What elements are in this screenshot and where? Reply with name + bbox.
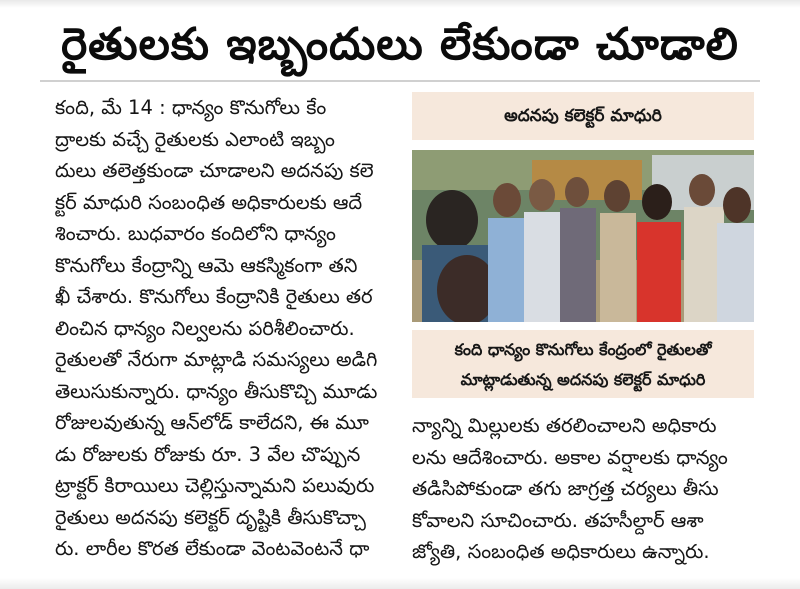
body-line: తెలుసుకున్నారు. ధాన్యం తీసుకొచ్చి మూడు bbox=[55, 379, 378, 403]
body-line: కొనుగోలు కేంద్రాన్ని ఆమె ఆకస్మికంగా తని bbox=[55, 253, 358, 277]
body-line: దులు తలెత్తకుండా చూడాలని అదనపు కలె bbox=[55, 159, 374, 182]
body-line: రు. లారీల కొరత లేకుండా వెంటవెంటనే ధా bbox=[55, 537, 370, 560]
body-line: క్టర్ మాధురి సంబంధిత అధికారులకు ఆదే bbox=[55, 190, 363, 214]
article-body-left-column bbox=[55, 92, 390, 565]
caption-line: కంది ధాన్యం కొనుగోలు కేంద్రంలో రైతులతో bbox=[454, 340, 712, 359]
clipping-top-edge bbox=[0, 0, 800, 8]
body-line: డు రోజులకు రోజుకు రూ. 3 వేల చొప్పున bbox=[55, 442, 361, 466]
body-line: న్యాన్ని మిల్లులకు తరలించాలని అధికారు bbox=[412, 414, 717, 437]
body-line: కోవాలని సూచించారు. తహసీల్దార్ ఆశా bbox=[412, 508, 704, 532]
article-body-right-column bbox=[412, 410, 754, 568]
body-line: లించిన ధాన్యం నిల్వలను పరిశీలించారు. bbox=[55, 316, 355, 340]
body-line: జ్యోతి, సంబంధిత అధికారులు ఉన్నారు. bbox=[412, 540, 710, 563]
body-line: శించారు. బుధవారం కందిలోని ధాన్యం bbox=[55, 222, 336, 245]
body-line: తడిసిపోకుండా తగు జాగ్రత్త చర్యలు తీసు bbox=[412, 477, 719, 500]
body-line: ద్రాలకు వచ్చే రైతులకు ఎలాంటి ఇబ్బం bbox=[55, 127, 335, 151]
body-line: రైతులతో నేరుగా మాట్లాడి సమస్యలు అడిగి bbox=[55, 348, 378, 371]
photo-illustration bbox=[412, 150, 754, 322]
body-line: రోజులవుతున్న ఆన్‌లోడ్ కాలేదని, ఈ మూ bbox=[55, 411, 369, 434]
news-photo bbox=[412, 150, 754, 322]
caption-line: మాట్లాడుతున్న అదనపు కలెక్టర్ మాధురి bbox=[460, 370, 706, 389]
headline-divider bbox=[40, 80, 760, 82]
photo-top-caption: అదనపు కలెక్టర్ మాధురి bbox=[412, 92, 754, 140]
body-line: రైతులు అదనపు కలెక్టర్ దృష్టికి తీసుకొచ్చా bbox=[55, 505, 366, 529]
body-line: ట్రాక్టర్ కిరాయిలు చెల్లిస్తున్నామని పలువురు bbox=[55, 474, 375, 497]
clipping-bottom-edge bbox=[0, 578, 800, 589]
body-line: లను ఆదేశించారు. అకాల వర్షాలకు ధాన్యం bbox=[412, 445, 728, 469]
body-line: కంది, మే 14 : ధాన్యం కొనుగోలు కేం bbox=[55, 96, 327, 119]
photo-bottom-caption bbox=[412, 330, 754, 398]
headline: రైతులకు ఇబ్బందులు లేకుండా చూడాలి bbox=[61, 19, 739, 70]
body-line: ఖీ చేశారు. కొనుగోలు కేంద్రానికి రైతులు తర bbox=[55, 285, 373, 308]
